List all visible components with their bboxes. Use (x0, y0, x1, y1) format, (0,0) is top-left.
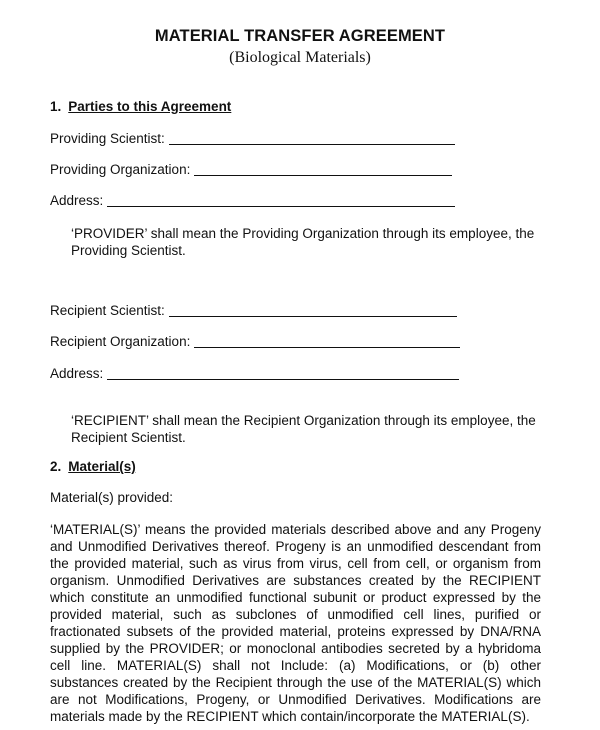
recipient-address-field (50, 366, 459, 381)
provider-address-blank[interactable] (107, 195, 455, 207)
document-title: MATERIAL TRANSFER AGREEMENT (154, 27, 446, 45)
provider-address-field (50, 193, 455, 208)
materials-definition (50, 521, 541, 725)
recipient-address-label: Address: (50, 366, 104, 381)
materials-provided-label: Material(s) provided: (50, 490, 174, 505)
materials-definition-line: and Unmodified Derivatives thereof. Progeny is an unmodified descendant from (50, 539, 541, 554)
recipient-organization-blank[interactable] (194, 336, 460, 348)
materials-definition-line: organism. Unmodified Derivatives are substances created by the RECIPIENT (50, 573, 541, 588)
providing-scientist-label: Providing Scientist: (50, 131, 165, 146)
materials-definition-line: provided material, such as subclones of unmodified cell lines, purified or (50, 607, 541, 622)
provider-definition: ‘PROVIDER’ shall mean the Providing Organization through its employee, the Providing Scientist. (71, 226, 535, 258)
providing-organization-field (50, 162, 452, 177)
materials-definition-line: the provided material, such as virus from virus, cell from cell, or organism from (50, 556, 541, 571)
section-1-heading (50, 99, 231, 114)
materials-definition-line: supplied by the PROVIDER; or monoclonal antibodies secreted by a hybridoma (50, 641, 541, 656)
provider-address-label: Address: (50, 193, 104, 208)
materials-definition-line: cell line. MATERIAL(S) shall not Include: (a) Modifications, or (b) other (50, 658, 541, 673)
providing-organization-blank[interactable] (194, 164, 452, 176)
recipient-scientist-blank[interactable] (169, 305, 457, 317)
materials-definition-line: which constitute an unmodified functional subunit or product expressed by the (50, 590, 541, 605)
section-2-number: 2. (50, 459, 62, 474)
recipient-organization-field (50, 334, 460, 349)
section-1-number: 1. (50, 99, 62, 114)
materials-definition-line: are not Modifications, Progeny, or Unmodified Derivatives. Modifications are (50, 692, 541, 707)
recipient-definition: ‘RECIPIENT’ shall mean the Recipient Organization through its employee, the Recipient Scientist. (71, 413, 536, 445)
section-2-heading (50, 459, 136, 474)
providing-scientist-field (50, 131, 455, 146)
materials-definition-line: materials made by the RECIPIENT which contain/incorporate the MATERIAL(S). (50, 709, 530, 724)
recipient-scientist-field (50, 303, 457, 318)
section-1-title: Parties to this Agreement (68, 99, 232, 114)
recipient-organization-label: Recipient Organization: (50, 334, 191, 349)
providing-organization-label: Providing Organization: (50, 162, 191, 177)
providing-scientist-blank[interactable] (169, 133, 455, 145)
materials-definition-line: fractionated subsets of the provided material, proteins expressed by DNA/RNA (50, 624, 541, 639)
section-2-title: Material(s) (68, 459, 136, 474)
document-subtitle: (Biological Materials) (229, 49, 371, 66)
materials-definition-line: ‘MATERIAL(S)’ means the provided materials described above and any Progeny (50, 522, 541, 537)
materials-definition-line: substances created by the Recipient through the use of the MATERIAL(S) which (50, 675, 541, 690)
recipient-scientist-label: Recipient Scientist: (50, 303, 165, 318)
recipient-address-blank[interactable] (107, 368, 459, 380)
